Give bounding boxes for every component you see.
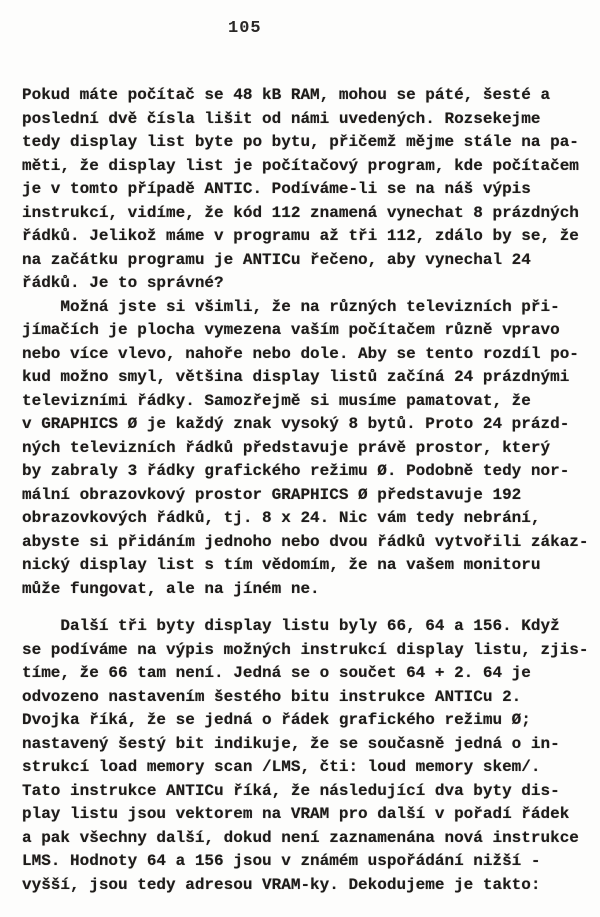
text-line: strukcí load memory scan /LMS, čti: loud memory skem/. (22, 758, 541, 776)
text-line: řádků. Jelikož máme v programu až tři 112, zdálo by se, že (22, 227, 579, 245)
text-line: a pak všechny další, dokud není zaznamenána nová instrukce (22, 828, 579, 847)
page-number: 105 (228, 19, 262, 38)
text-line: kud možno smyl, většina display listů začíná 24 prázdnými (22, 368, 570, 386)
text-line: instrukcí, vidíme, že kód 112 znamená vynechat 8 prázdných (22, 203, 579, 222)
text-line: je v tomto případě ANTIC. Podíváme-li se na náš výpis (22, 180, 531, 198)
text-line: nastavený šestý bit indikuje, že se současně jedná o in- (22, 734, 560, 753)
text-line: nebo více vlevo, nahoře nebo dole. Aby se tento rozdíl po- (22, 344, 579, 363)
paragraph-display-list-bytes (22, 84, 582, 296)
text-line: tedy display list byte po bytu, přičemž mějme stále na pa- (22, 133, 579, 151)
paragraph-lms-instruction (22, 615, 589, 897)
text-line: televizními řádky. Samozřejmě si musíme pamatovat, že (22, 391, 531, 410)
text-line: se podíváme na výpis možných instrukcí display listu, zjis- (22, 640, 589, 659)
text-line: může fungovat, ale na jíném ne. (22, 579, 320, 598)
text-line: vyšší, jsou tedy adresou VRAM-ky. Dekodujeme je takto: (22, 875, 541, 894)
text-line: jímačích je plocha vymezena vaším počítačem různě vpravo (22, 321, 560, 339)
text-line: Možná jste si všimli, že na různých televizních při- (22, 297, 560, 316)
text-line: Pokud máte počítač se 48 kB RAM, mohou se páté, šesté a (22, 86, 551, 104)
paragraph-tv-blank-lines (22, 296, 589, 602)
text-line: by zabraly 3 řádky grafického režimu Ø. Podobně tedy nor- (22, 462, 570, 480)
text-line: play listu jsou vektorem na VRAM pro další v pořadí řádek (22, 805, 570, 823)
text-line: Tato instrukce ANTICu říká, že následující dva byty dis- (22, 781, 560, 800)
text-line: řádků. Je to správné? (22, 274, 224, 292)
text-line: odvozeno nastavením šestého bitu instrukce ANTICu 2. (22, 687, 522, 706)
text-line: nický display list s tím vědomím, že na vašem monitoru (22, 556, 541, 574)
text-line: na začátku programu je ANTICu řečeno, aby vynechal 24 (22, 250, 531, 269)
text-line: ných televizních řádků představuje právě prostor, který (22, 438, 551, 457)
text-line: abyste si přidáním jednoho nebo dvou řádků vytvořili zákaz- (22, 532, 589, 551)
text-line: tíme, že 66 tam není. Jedná se o součet 64 + 2. 64 je (22, 664, 531, 682)
text-line: Dvojka říká, že se jedná o řádek grafického režimu Ø; (22, 711, 531, 729)
text-line: LMS. Hodnoty 64 a 156 jsou v známém uspořádání nižší - (22, 852, 541, 870)
text-line: mální obrazovkový prostor GRAPHICS Ø představuje 192 (22, 485, 522, 504)
text-line: v GRAPHICS Ø je každý znak vysoký 8 bytů. Proto 24 prázd- (22, 415, 570, 433)
text-line: obrazovkových řádků, tj. 8 x 24. Nic vám tedy nebrání, (22, 509, 541, 527)
text-line: měti, že display list je počítačový program, kde počítačem (22, 156, 579, 175)
page-body (22, 84, 589, 897)
text-line: Další tři byty display listu byly 66, 64 a 156. Když (22, 617, 560, 635)
text-line: poslední dvě čísla lišit od námi uvedených. Rozsekejme (22, 109, 541, 128)
